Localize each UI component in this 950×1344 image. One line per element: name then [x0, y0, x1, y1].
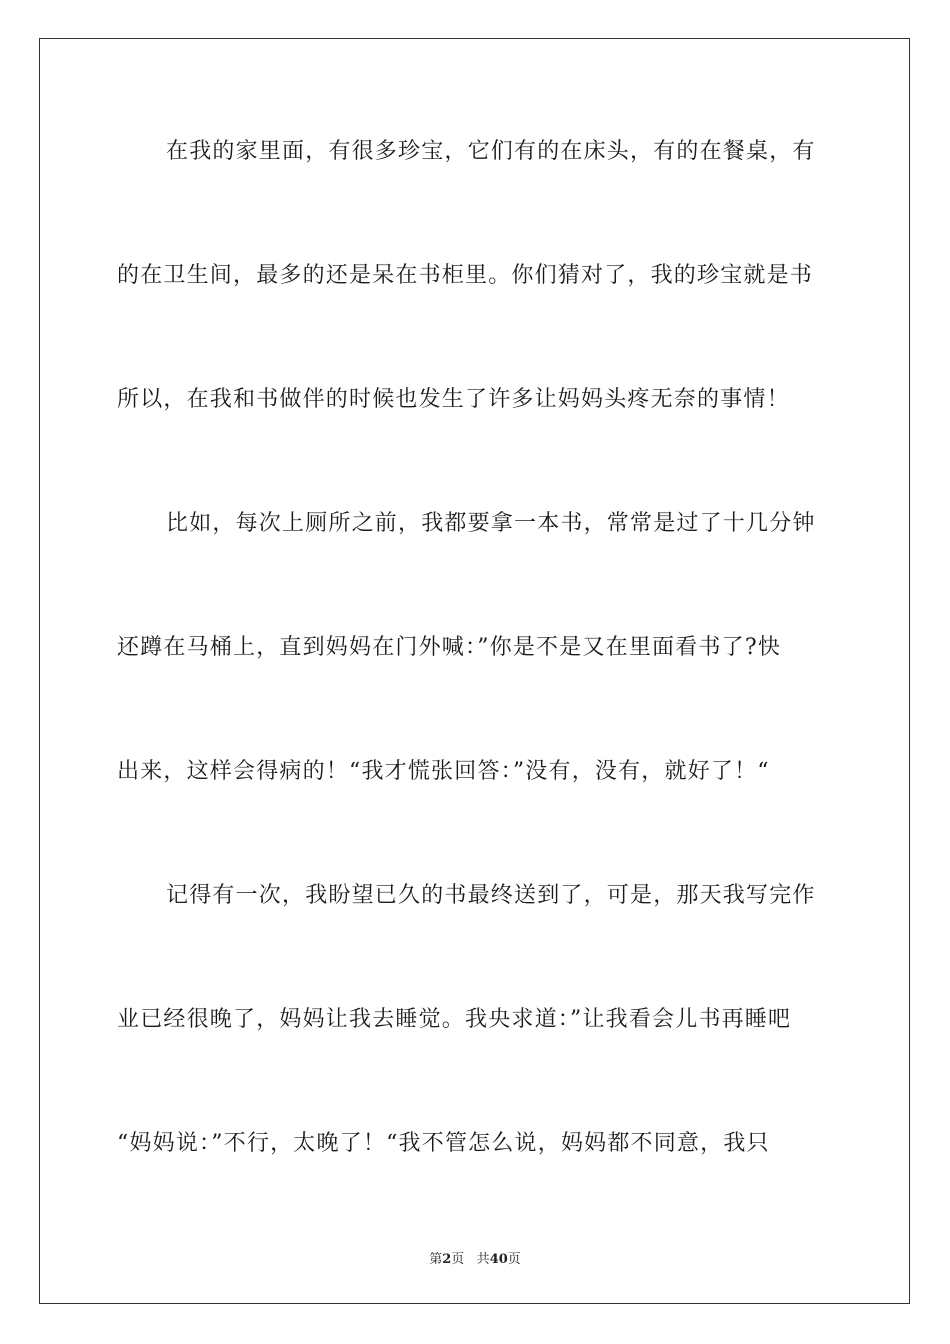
page-suffix: 页	[451, 1252, 465, 1267]
paragraph-line-4: 比如，每次上厕所之前，我都要拿一本书，常常是过了十几分钟	[166, 511, 816, 536]
page-prefix: 第	[429, 1252, 443, 1267]
page-footer	[0, 1248, 950, 1267]
paragraph-line-7: 记得有一次，我盼望已久的书最终送到了，可是，那天我写完作	[166, 883, 816, 908]
paragraph-line-5: 还蹲在马桶上，直到妈妈在门外喊：”你是不是又在里面看书了?快	[117, 635, 782, 660]
page-border	[39, 38, 910, 1304]
paragraph-line-3: 所以，在我和书做伴的时候也发生了许多让妈妈头疼无奈的事情！	[117, 387, 790, 412]
total-prefix: 共	[476, 1252, 490, 1267]
total-pages: 40	[489, 1252, 508, 1267]
paragraph-line-9: “妈妈说：”不行，太晚了！“我不管怎么说，妈妈都不同意，我只	[117, 1131, 770, 1156]
paragraph-line-6: 出来，这样会得病的！“我才慌张回答：”没有，没有，就好了！“	[117, 759, 770, 784]
paragraph-line-1: 在我的家里面，有很多珍宝，它们有的在床头，有的在餐桌，有	[166, 139, 816, 164]
total-suffix: 页	[507, 1252, 521, 1267]
page-number: 2	[442, 1252, 452, 1267]
paragraph-line-2: 的在卫生间，最多的还是呆在书柜里。你们猜对了，我的珍宝就是书	[117, 263, 814, 288]
paragraph-line-8: 业已经很晚了，妈妈让我去睡觉。我央求道：”让我看会儿书再睡吧	[117, 1007, 792, 1032]
